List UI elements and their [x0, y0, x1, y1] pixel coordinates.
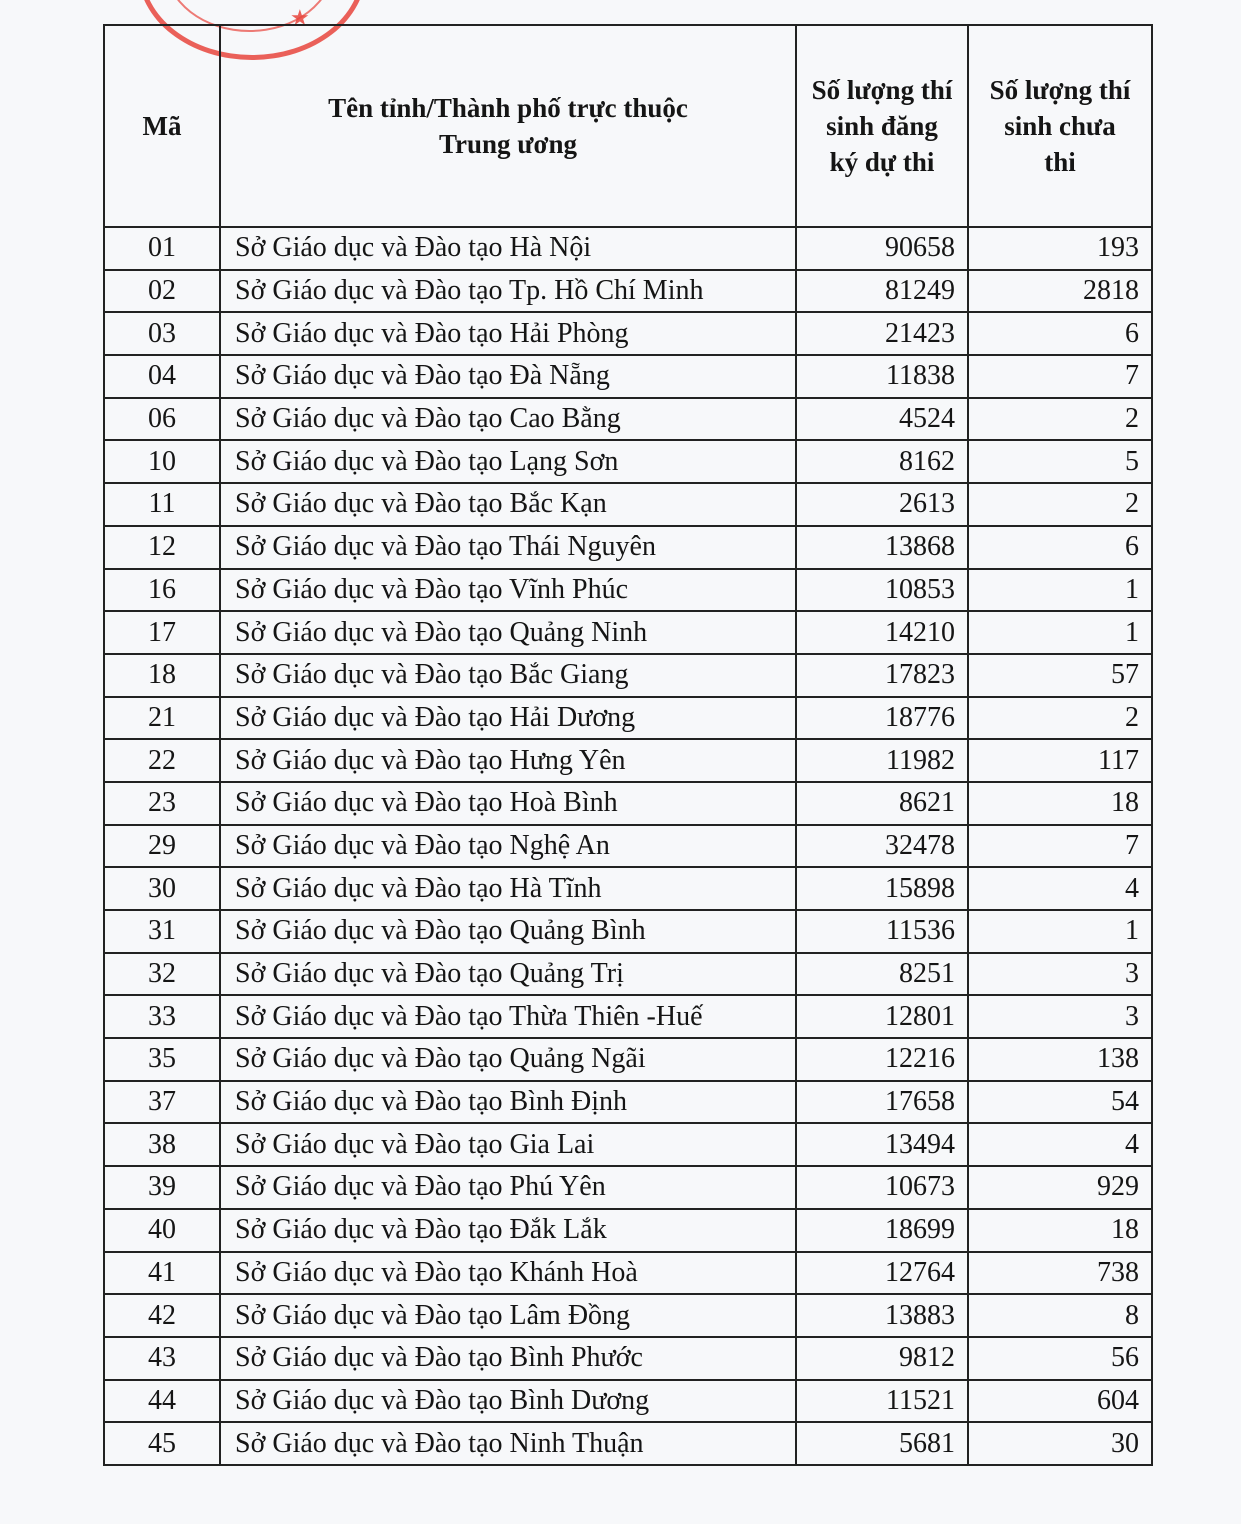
- cell-registered: 13868: [796, 526, 968, 569]
- cell-absent: 6: [968, 526, 1152, 569]
- cell-code: 12: [104, 526, 220, 569]
- cell-absent: 1: [968, 910, 1152, 953]
- cell-name: Sở Giáo dục và Đào tạo Bắc Giang: [220, 654, 796, 697]
- table-header-row: [104, 25, 1152, 227]
- cell-registered: 10673: [796, 1166, 968, 1209]
- table-row: [104, 782, 1152, 825]
- cell-absent: 30: [968, 1422, 1152, 1465]
- cell-code: 29: [104, 825, 220, 868]
- cell-absent: 3: [968, 995, 1152, 1038]
- cell-registered: 21423: [796, 312, 968, 355]
- cell-name: Sở Giáo dục và Đào tạo Khánh Hoà: [220, 1252, 796, 1295]
- header-absent: [968, 25, 1152, 227]
- cell-name: Sở Giáo dục và Đào tạo Bình Định: [220, 1081, 796, 1124]
- cell-registered: 81249: [796, 270, 968, 313]
- cell-absent: 8: [968, 1294, 1152, 1337]
- cell-absent: 1: [968, 569, 1152, 612]
- cell-code: 03: [104, 312, 220, 355]
- cell-name: Sở Giáo dục và Đào tạo Thừa Thiên -Huế: [220, 995, 796, 1038]
- cell-code: 35: [104, 1038, 220, 1081]
- cell-name: Sở Giáo dục và Đào tạo Vĩnh Phúc: [220, 569, 796, 612]
- cell-name: Sở Giáo dục và Đào tạo Đắk Lắk: [220, 1209, 796, 1252]
- table-row: [104, 1209, 1152, 1252]
- table-body: [104, 227, 1152, 1465]
- cell-registered: 18699: [796, 1209, 968, 1252]
- table-row: [104, 440, 1152, 483]
- cell-registered: 11521: [796, 1380, 968, 1423]
- cell-code: 41: [104, 1252, 220, 1295]
- cell-name: Sở Giáo dục và Đào tạo Hà Nội: [220, 227, 796, 270]
- cell-code: 23: [104, 782, 220, 825]
- cell-absent: 7: [968, 355, 1152, 398]
- cell-code: 02: [104, 270, 220, 313]
- cell-code: 01: [104, 227, 220, 270]
- table-row: [104, 1422, 1152, 1465]
- cell-code: 45: [104, 1422, 220, 1465]
- header-name-text: Tên tỉnh/Thành phố trực thuộc Trung ương: [328, 93, 688, 159]
- cell-registered: 2613: [796, 483, 968, 526]
- cell-code: 17: [104, 611, 220, 654]
- cell-name: Sở Giáo dục và Đào tạo Nghệ An: [220, 825, 796, 868]
- cell-name: Sở Giáo dục và Đào tạo Cao Bằng: [220, 398, 796, 441]
- cell-name: Sở Giáo dục và Đào tạo Bình Phước: [220, 1337, 796, 1380]
- cell-name: Sở Giáo dục và Đào tạo Lâm Đồng: [220, 1294, 796, 1337]
- cell-absent: 18: [968, 1209, 1152, 1252]
- table-row: [104, 953, 1152, 996]
- cell-registered: 10853: [796, 569, 968, 612]
- cell-absent: 117: [968, 739, 1152, 782]
- table-row: [104, 739, 1152, 782]
- cell-code: 18: [104, 654, 220, 697]
- cell-name: Sở Giáo dục và Đào tạo Ninh Thuận: [220, 1422, 796, 1465]
- cell-name: Sở Giáo dục và Đào tạo Phú Yên: [220, 1166, 796, 1209]
- header-registered: [796, 25, 968, 227]
- table-row: [104, 1123, 1152, 1166]
- cell-code: 16: [104, 569, 220, 612]
- cell-name: Sở Giáo dục và Đào tạo Gia Lai: [220, 1123, 796, 1166]
- table-row: [104, 995, 1152, 1038]
- cell-code: 43: [104, 1337, 220, 1380]
- table-row: [104, 355, 1152, 398]
- cell-code: 31: [104, 910, 220, 953]
- cell-name: Sở Giáo dục và Đào tạo Tp. Hồ Chí Minh: [220, 270, 796, 313]
- cell-code: 44: [104, 1380, 220, 1423]
- cell-name: Sở Giáo dục và Đào tạo Hà Tĩnh: [220, 867, 796, 910]
- table-row: [104, 1166, 1152, 1209]
- cell-registered: 15898: [796, 867, 968, 910]
- cell-registered: 17823: [796, 654, 968, 697]
- cell-absent: 193: [968, 227, 1152, 270]
- table-row: [104, 697, 1152, 740]
- table-row: [104, 569, 1152, 612]
- cell-code: 33: [104, 995, 220, 1038]
- table-row: [104, 312, 1152, 355]
- cell-absent: 2: [968, 398, 1152, 441]
- table-row: [104, 825, 1152, 868]
- cell-registered: 8162: [796, 440, 968, 483]
- cell-name: Sở Giáo dục và Đào tạo Đà Nẵng: [220, 355, 796, 398]
- cell-code: 11: [104, 483, 220, 526]
- cell-absent: 18: [968, 782, 1152, 825]
- stamp-star-icon: ★: [290, 5, 310, 30]
- cell-code: 10: [104, 440, 220, 483]
- cell-registered: 12216: [796, 1038, 968, 1081]
- cell-registered: 17658: [796, 1081, 968, 1124]
- cell-name: Sở Giáo dục và Đào tạo Bắc Kạn: [220, 483, 796, 526]
- exam-candidates-table: [103, 24, 1153, 1466]
- table-row: [104, 483, 1152, 526]
- cell-registered: 13494: [796, 1123, 968, 1166]
- cell-registered: 11536: [796, 910, 968, 953]
- cell-registered: 14210: [796, 611, 968, 654]
- cell-absent: 4: [968, 1123, 1152, 1166]
- cell-registered: 8621: [796, 782, 968, 825]
- cell-name: Sở Giáo dục và Đào tạo Thái Nguyên: [220, 526, 796, 569]
- table-row: [104, 270, 1152, 313]
- table-row: [104, 1081, 1152, 1124]
- cell-registered: 13883: [796, 1294, 968, 1337]
- cell-name: Sở Giáo dục và Đào tạo Hưng Yên: [220, 739, 796, 782]
- cell-absent: 3: [968, 953, 1152, 996]
- cell-name: Sở Giáo dục và Đào tạo Hải Dương: [220, 697, 796, 740]
- cell-code: 37: [104, 1081, 220, 1124]
- cell-absent: 56: [968, 1337, 1152, 1380]
- cell-registered: 4524: [796, 398, 968, 441]
- cell-registered: 8251: [796, 953, 968, 996]
- cell-absent: 138: [968, 1038, 1152, 1081]
- table-row: [104, 398, 1152, 441]
- cell-code: 04: [104, 355, 220, 398]
- cell-code: 38: [104, 1123, 220, 1166]
- header-code: Mã: [104, 25, 220, 227]
- cell-registered: 32478: [796, 825, 968, 868]
- cell-absent: 2: [968, 697, 1152, 740]
- cell-code: 06: [104, 398, 220, 441]
- cell-absent: 7: [968, 825, 1152, 868]
- cell-code: 22: [104, 739, 220, 782]
- cell-registered: 12801: [796, 995, 968, 1038]
- cell-code: 40: [104, 1209, 220, 1252]
- table-row: [104, 1294, 1152, 1337]
- cell-registered: 12764: [796, 1252, 968, 1295]
- cell-absent: 54: [968, 1081, 1152, 1124]
- cell-name: Sở Giáo dục và Đào tạo Quảng Trị: [220, 953, 796, 996]
- cell-registered: 11838: [796, 355, 968, 398]
- cell-registered: 9812: [796, 1337, 968, 1380]
- table-row: [104, 910, 1152, 953]
- cell-absent: 929: [968, 1166, 1152, 1209]
- cell-registered: 18776: [796, 697, 968, 740]
- cell-absent: 2818: [968, 270, 1152, 313]
- cell-name: Sở Giáo dục và Đào tạo Bình Dương: [220, 1380, 796, 1423]
- cell-absent: 4: [968, 867, 1152, 910]
- cell-absent: 738: [968, 1252, 1152, 1295]
- table-row: [104, 526, 1152, 569]
- table-row: [104, 1252, 1152, 1295]
- table-row: [104, 654, 1152, 697]
- header-absent-text: Số lượng thí sinh chưa thi: [989, 75, 1131, 177]
- table-row: [104, 1038, 1152, 1081]
- table-row: [104, 611, 1152, 654]
- cell-absent: 5: [968, 440, 1152, 483]
- cell-absent: 2: [968, 483, 1152, 526]
- table-row: [104, 1337, 1152, 1380]
- cell-name: Sở Giáo dục và Đào tạo Quảng Bình: [220, 910, 796, 953]
- cell-name: Sở Giáo dục và Đào tạo Lạng Sơn: [220, 440, 796, 483]
- cell-name: Sở Giáo dục và Đào tạo Hoà Bình: [220, 782, 796, 825]
- cell-code: 39: [104, 1166, 220, 1209]
- cell-code: 21: [104, 697, 220, 740]
- cell-name: Sở Giáo dục và Đào tạo Quảng Ninh: [220, 611, 796, 654]
- cell-code: 42: [104, 1294, 220, 1337]
- header-registered-text: Số lượng thí sinh đăng ký dự thi: [811, 75, 953, 177]
- cell-absent: 6: [968, 312, 1152, 355]
- cell-name: Sở Giáo dục và Đào tạo Quảng Ngãi: [220, 1038, 796, 1081]
- cell-absent: 604: [968, 1380, 1152, 1423]
- table-row: [104, 1380, 1152, 1423]
- header-name: [220, 25, 796, 227]
- cell-absent: 57: [968, 654, 1152, 697]
- table-row: [104, 867, 1152, 910]
- cell-absent: 1: [968, 611, 1152, 654]
- cell-registered: 11982: [796, 739, 968, 782]
- cell-name: Sở Giáo dục và Đào tạo Hải Phòng: [220, 312, 796, 355]
- cell-registered: 90658: [796, 227, 968, 270]
- cell-registered: 5681: [796, 1422, 968, 1465]
- cell-code: 32: [104, 953, 220, 996]
- table-row: [104, 227, 1152, 270]
- cell-code: 30: [104, 867, 220, 910]
